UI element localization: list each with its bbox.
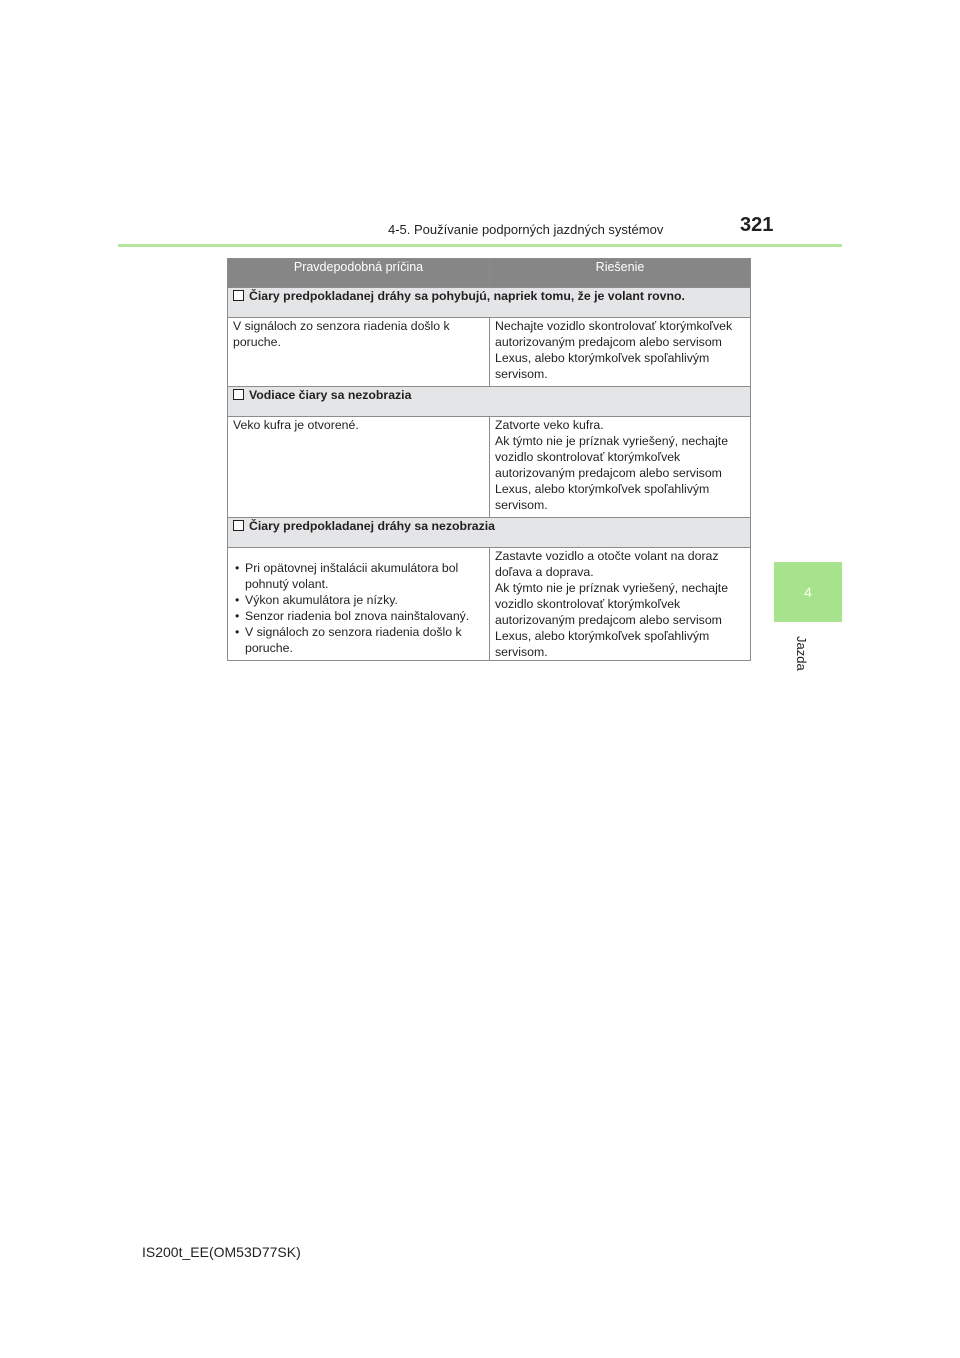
cause-list [233, 560, 484, 656]
solution-cell [490, 548, 751, 661]
solution-line: Ak týmto nie je príznak vyriešený, nechajte vozidlo skontrolovať ktorýmkoľvek autorizovaným predajcom alebo servisom Lexus, alebo ktorýmkoľvek spoľahlivým servisom. [495, 581, 729, 659]
section-heading [228, 288, 751, 318]
section-title: Vodiace čiary sa nezobrazia [249, 388, 412, 402]
chapter-label: Jazda [794, 636, 809, 671]
table-row [228, 417, 751, 518]
list-item: • Senzor riadenia bol znova nainštalovaný. [233, 608, 484, 624]
solution-line: Zastavte vozidlo a otočte volant na doraz doľava a doprava. [495, 549, 719, 579]
cause-cell: V signáloch zo senzora riadenia došlo k poruche. [228, 318, 490, 387]
list-item: • Výkon akumulátora je nízky. [233, 592, 484, 608]
checkbox-icon [233, 290, 244, 301]
section-row [228, 518, 751, 548]
cause-cell [228, 548, 490, 661]
page-number: 321 [740, 214, 774, 236]
table-header-row [228, 259, 751, 288]
solution-cell [490, 417, 751, 518]
running-header-title: 4-5. Používanie podporných jazdných systémov [388, 222, 664, 237]
table-row [228, 318, 751, 387]
troubleshooting-table [227, 258, 751, 661]
document-code: IS200t_EE(OM53D77SK) [142, 1244, 301, 1260]
section-title: Čiary predpokladanej dráhy sa nezobrazia [249, 519, 496, 533]
cause-cell: Veko kufra je otvorené. [228, 417, 490, 518]
solution-line: Ak týmto nie je príznak vyriešený, nechajte vozidlo skontrolovať ktorýmkoľvek autorizovaným predajcom alebo servisom Lexus, alebo ktorýmkoľvek spoľahlivým servisom. [495, 434, 729, 512]
header-divider [118, 244, 842, 247]
table-row [228, 548, 751, 661]
section-heading [228, 387, 751, 417]
section-heading [228, 518, 751, 548]
list-item: • V signáloch zo senzora riadenia došlo k poruche. [233, 624, 484, 656]
section-row [228, 387, 751, 417]
column-header-cause: Pravdepodobná príčina [228, 259, 490, 288]
chapter-tab [774, 562, 842, 622]
checkbox-icon [233, 520, 244, 531]
section-title: Čiary predpokladanej dráhy sa pohybujú, napriek tomu, že je volant rovno. [249, 289, 685, 303]
checkbox-icon [233, 389, 244, 400]
section-row [228, 288, 751, 318]
chapter-number: 4 [804, 584, 812, 600]
solution-line: Zatvorte veko kufra. [495, 418, 604, 432]
list-item: • Pri opätovnej inštalácii akumulátora bol pohnutý volant. [233, 560, 484, 592]
solution-cell: Nechajte vozidlo skontrolovať ktorýmkoľvek autorizovaným predajcom alebo servisom Lexus, alebo ktorýmkoľvek spoľahlivým servisom. [490, 318, 751, 387]
column-header-solution: Riešenie [490, 259, 751, 288]
